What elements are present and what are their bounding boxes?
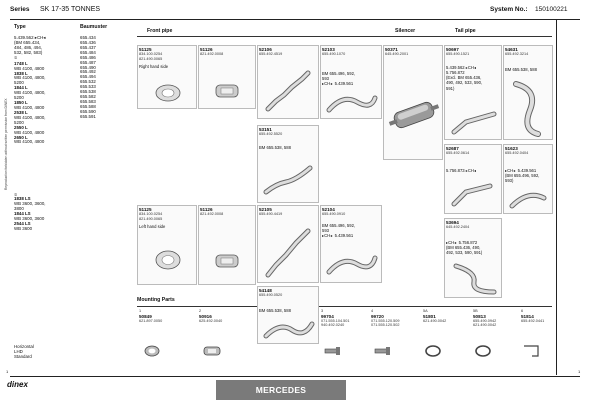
clamp-ring-icon (474, 344, 492, 358)
type-line: 1844 L (14, 85, 28, 91)
clamp-illustration (212, 80, 242, 102)
type-line: 5200 (14, 80, 24, 86)
part-note: Left hand side (139, 224, 166, 230)
part-code: 52106 (259, 47, 272, 52)
mounting-num: 4 (371, 309, 374, 313)
part-sub: 655.492.5520 (259, 132, 283, 136)
part-51125-rh (139, 47, 168, 69)
part-note: ▸CH◂ 5.756.872 (BM 655.436, 490, 492, 533, 590, 591) (446, 239, 483, 256)
footer-rule (10, 376, 580, 377)
part-51125-lh (139, 207, 165, 229)
wheel-icon: ⚟ (14, 192, 18, 197)
part-sub: 655.490.1070 (322, 52, 346, 56)
model-line: 655.486 (80, 54, 96, 60)
series-label: Series (10, 6, 30, 13)
part-54631 (505, 47, 537, 72)
type-line: 1838 L (14, 70, 28, 76)
page-number-left: 1 (6, 369, 9, 374)
part-sub: 655.492.3214 (505, 52, 529, 56)
section-rule (137, 36, 552, 37)
part-53151 (259, 127, 291, 150)
model-line: 655.487 (80, 59, 96, 65)
type-line: 1838 LS (14, 196, 31, 202)
gasket-ring-icon (143, 344, 161, 358)
type-line: 2538 L (14, 109, 28, 115)
model-line: 655.533 (80, 84, 96, 90)
mounting-num: 5A (423, 309, 428, 313)
model-line: 655.492 (80, 69, 96, 75)
brand-bar: MERCEDES (216, 380, 346, 400)
model-line: 655.437 (80, 44, 96, 50)
part-sub: 655.490.1521 (446, 52, 470, 56)
mounting-item[interactable] (423, 309, 446, 323)
type-line: 2550 L (14, 124, 28, 130)
bolt-icon (373, 344, 391, 358)
model-line: 655.434 (80, 35, 96, 40)
part-code: 53151 (259, 127, 272, 132)
type-line: WB 3600, 3600, (14, 201, 46, 207)
gasket-illustration (148, 80, 188, 106)
part-note: 5.439.562 ▸CH◂ 5.756.872 (Excl. BM 655.436, 490, 492, 533, 590, 591) (446, 64, 483, 91)
model-line: 655.532 (80, 79, 96, 85)
part-sub: 655.492.0614 (446, 151, 470, 155)
part-51126-rh (200, 47, 223, 57)
part-code: 52687 (446, 146, 459, 151)
model-line: 655.494 (80, 74, 96, 80)
section-mounting-parts: Mounting Parts (137, 297, 175, 303)
copyright-side-text: Reproduction forbidden without written permission from DINEX (4, 98, 8, 190)
part-53694 (446, 220, 482, 255)
page-number-right: 1 (578, 369, 581, 374)
part-note: ▸CH◂ 5.439.561 (BM 655.496, 592, 593) (505, 167, 540, 184)
right-border (556, 20, 557, 375)
model-line: 655.582 (80, 94, 96, 100)
mounting-rule (137, 306, 552, 307)
part-52106 (259, 47, 282, 57)
mounting-sub: 625.492.0040 (199, 318, 223, 323)
model-line: 655.588 (80, 103, 96, 109)
tail-pipe-illustration (508, 80, 548, 138)
part-code: 52103 (322, 47, 335, 52)
mounting-num: 5B (473, 309, 478, 313)
part-code: 52104 (322, 207, 335, 212)
part-sub: 655.490.4419 (259, 212, 283, 216)
part-code: 52105 (259, 207, 272, 212)
mounting-code: 99720 (371, 313, 384, 319)
section-silencer: Silencer (395, 28, 416, 34)
front-pipe-illustration (262, 160, 314, 198)
part-sub: 821.492.0008 (200, 52, 224, 56)
section-front-pipe: Front pipe (147, 28, 173, 34)
model-line: 655.484 (80, 49, 96, 55)
mounting-item[interactable] (321, 309, 350, 328)
model-line: 655.436 (80, 39, 96, 45)
front-pipe-illustration (325, 250, 377, 278)
dinex-logo-mark (6, 379, 32, 389)
type-line: 532, 582, 583) (14, 49, 43, 55)
variant-line: Standard (14, 353, 32, 359)
tail-pipe-illustration (452, 262, 498, 296)
front-pipe-illustration (262, 65, 314, 115)
mounting-code: 50916 (199, 313, 212, 319)
mounting-sub-line: 621.490.0042 (473, 323, 497, 328)
part-sub: 645.492.2404 (446, 225, 470, 229)
part-52687 (446, 146, 476, 173)
part-code: 53694 (446, 220, 459, 225)
part-sub-line: 834.100.0254 (139, 52, 163, 56)
type-header: Type (14, 24, 26, 30)
header-bar (10, 6, 580, 18)
tail-pipe-illustration (450, 180, 498, 210)
part-code: 54631 (505, 47, 518, 52)
type-line: WB 4100, 4800, (14, 90, 46, 96)
type-column (14, 25, 134, 365)
part-note: BM 655.538, 588 (505, 66, 537, 72)
type-line: WB 4100, 4800 (14, 129, 45, 135)
type-line: 2650 L (14, 134, 28, 140)
model-line: 655.490 (80, 64, 96, 70)
part-sub: 645.490.2001 (385, 52, 409, 56)
bolt-icon (323, 344, 341, 358)
mounting-num: 3 (321, 309, 324, 313)
type-line: 5200 (14, 119, 24, 125)
model-line: 655.590 (80, 108, 96, 114)
mounting-sub-line: 071.555.120.509 (371, 318, 400, 323)
model-line: 655.591 (80, 113, 96, 119)
part-note: BM 655.496, 592, 593 ▸CH◂ 5.439.561 (322, 222, 356, 239)
type-line: WB 4100, 4800 (14, 139, 45, 145)
mounting-sub: 621.490.0042 (423, 318, 447, 323)
type-list (14, 36, 46, 145)
part-sub-line: 834.100.0254 (139, 212, 163, 216)
logo-text: dinex (7, 380, 28, 389)
part-code: 50697 (446, 47, 459, 52)
part-50697 (446, 47, 482, 91)
part-50371 (385, 47, 408, 57)
clamp-icon (202, 344, 222, 358)
variant-line: LHD (14, 348, 23, 354)
mounting-code: 50813 (473, 313, 486, 319)
mounting-code: 99704 (321, 313, 334, 319)
variant-footer (14, 345, 34, 360)
part-code: 54148 (259, 288, 272, 293)
mounting-sub-line: 655.490.0942 (473, 318, 497, 323)
part-sub: 655.490.0520 (259, 293, 283, 297)
model-header: Baumuster (80, 24, 108, 30)
mounting-item[interactable] (199, 309, 222, 323)
dinex-logo (6, 376, 32, 389)
front-pipe-illustration (325, 90, 377, 116)
mounting-code: 51814 (521, 313, 534, 319)
type-line: WB 3600 (14, 226, 33, 231)
mounting-item[interactable] (521, 309, 544, 323)
front-pipe-illustration (262, 225, 314, 280)
part-note: BM 655.496, 592, 593 ▸CH◂ 5.439.561 (322, 70, 356, 87)
mounting-item[interactable] (139, 309, 162, 323)
tail-pipe-illustration (508, 186, 548, 212)
part-note: BM 655.538, 588 (259, 144, 291, 150)
system-value: 150100221 (535, 6, 568, 13)
mounting-sub-line: 071.555.104.501 (321, 318, 350, 323)
part-code: 51126 (200, 47, 213, 52)
model-line: 655.583 (80, 98, 96, 104)
tail-pipe-illustration (450, 108, 498, 138)
clamp-illustration (212, 250, 242, 272)
model-list (80, 36, 96, 120)
type-line: 5200 (14, 95, 24, 101)
clamp-ring-icon (424, 344, 442, 358)
silencer-illustration (388, 95, 440, 135)
part-sub-line: 821.490.0065 (139, 56, 163, 61)
part-code: 51125 (139, 207, 152, 212)
mounting-sub-line: 940.492.0240 (321, 323, 345, 328)
mounting-num: 6 (521, 309, 524, 313)
part-sub: 821.492.0008 (200, 212, 224, 216)
part-52105 (259, 207, 282, 217)
system-label: System No.: (490, 6, 528, 13)
mounting-code: 51801 (423, 313, 436, 319)
part-51623 (505, 146, 539, 183)
type-gap: ⚟ (14, 54, 18, 60)
cell-51126-lh[interactable] (198, 205, 256, 285)
mounting-item[interactable] (473, 309, 496, 328)
type-line: 1850 L (14, 100, 28, 106)
type-line: 3800 (14, 206, 24, 212)
mounting-row (137, 309, 557, 349)
part-code: 51126 (200, 207, 213, 212)
bracket-icon (522, 344, 540, 358)
type-line: (BM 655.434, (14, 39, 41, 45)
mounting-num: 1 (139, 309, 142, 313)
header-rule (10, 19, 580, 20)
type-line: WB 4100, 4800, (14, 75, 46, 81)
part-52103 (322, 47, 355, 86)
type-line: WB 3600, 3600 (14, 216, 45, 222)
mounting-item[interactable] (371, 309, 400, 328)
part-note: BM 655.538, 588 (259, 307, 291, 313)
variant-line: Horizontal (14, 344, 34, 349)
type-line: WB 4100, 4800, (14, 114, 46, 120)
type-line: 484, 486, 494, (14, 44, 43, 50)
mounting-num: 2 (199, 309, 202, 313)
part-51126-lh (200, 207, 223, 217)
type-list-ls (14, 193, 46, 232)
type-line: 1844 LS (14, 211, 31, 217)
type-line: 5.439.562 ▸CH◂ (14, 35, 46, 40)
part-note: Right hand side (139, 64, 169, 70)
type-line: WB 4100, 4800 (14, 65, 45, 71)
gasket-illustration (148, 245, 188, 275)
series-value: SK 17-35 TONNES (40, 6, 101, 13)
part-code: 51623 (505, 146, 518, 151)
section-tail-pipe: Tail pipe (455, 28, 476, 34)
mounting-sub: 621.897.0050 (139, 318, 163, 323)
mounting-code: 50849 (139, 313, 152, 319)
type-line: 1748 L (14, 60, 28, 66)
mounting-sub: 655.492.0441 (521, 318, 545, 323)
part-sub: 655.492.4519 (259, 52, 283, 56)
part-sub: 655.492.0404 (505, 151, 529, 155)
part-sub: 655.490.0910 (322, 212, 346, 216)
part-note: 5.756.873 ▸CH◂ (446, 167, 477, 173)
part-code: 50371 (385, 47, 398, 52)
type-line: 2544 LS (14, 221, 31, 227)
mounting-sub-line: 071.555.120.502 (371, 323, 400, 328)
part-52104 (322, 207, 355, 238)
model-line: 655.538 (80, 89, 96, 95)
part-code: 51125 (139, 47, 152, 52)
part-sub-line: 821.490.0065 (139, 216, 163, 221)
type-line: WB 4100, 4800 (14, 104, 45, 110)
